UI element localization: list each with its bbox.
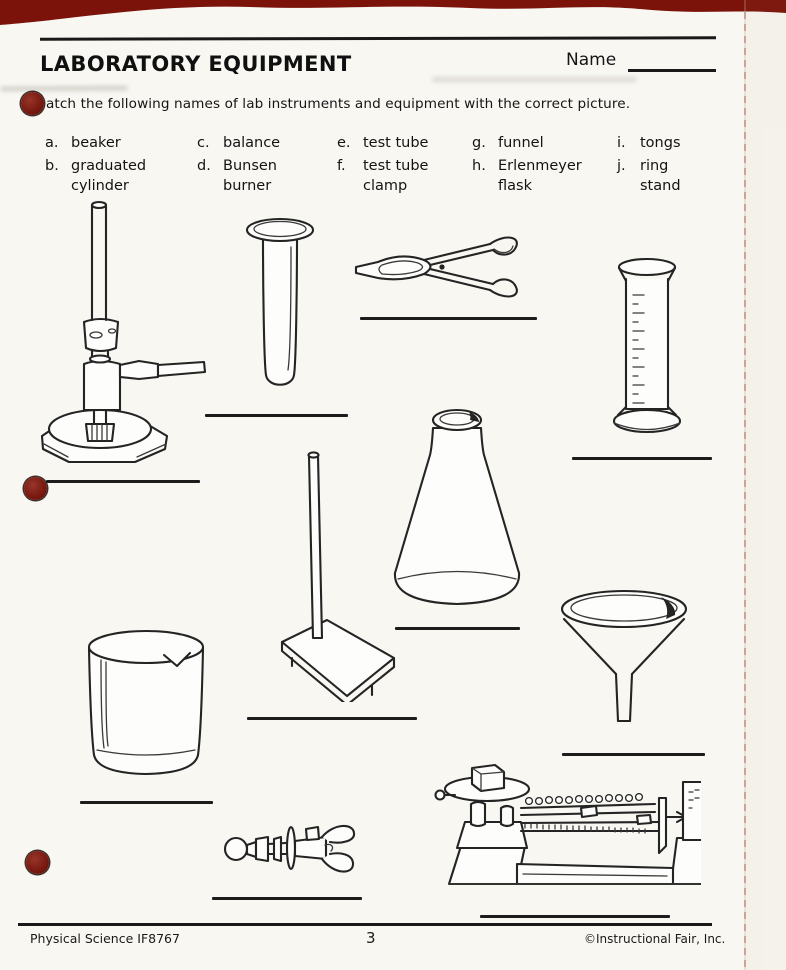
word-label: graduated cylinder <box>71 158 147 194</box>
ring-stand-figure <box>268 446 420 706</box>
word-item-h <box>472 156 586 196</box>
graduated-cylinder-icon <box>609 255 685 445</box>
footer-page-number: 3 <box>366 929 376 947</box>
balance-icon <box>427 760 701 892</box>
word-label: Erlenmeyer flask <box>498 158 582 194</box>
word-letter: j. <box>617 158 626 174</box>
footer-rule <box>18 923 712 926</box>
word-item-c <box>197 133 303 153</box>
word-letter: g. <box>472 135 486 151</box>
scan-edge-band <box>0 0 786 30</box>
funnel-figure <box>558 588 692 734</box>
funnel-icon <box>558 588 692 730</box>
word-label: test tube <box>363 135 429 151</box>
hole-punch-dot <box>26 851 49 874</box>
balance-figure <box>427 760 701 896</box>
graduated-cylinder-figure <box>609 255 685 449</box>
word-item-f <box>337 156 433 196</box>
answer-blank-beaker[interactable] <box>80 801 213 804</box>
word-label: ring stand <box>640 158 681 194</box>
beaker-figure <box>84 628 208 782</box>
word-item-j <box>617 156 684 196</box>
test-tube-figure <box>243 217 317 413</box>
word-item-i <box>617 133 700 153</box>
word-item-a <box>45 133 161 153</box>
tongs-icon <box>222 816 356 880</box>
word-label: balance <box>223 135 281 151</box>
bunsen-burner-figure <box>38 198 208 470</box>
word-letter: i. <box>617 135 626 151</box>
word-item-d <box>197 156 285 196</box>
answer-blank-funnel[interactable] <box>562 753 705 756</box>
header-rule <box>40 36 716 40</box>
word-label: Bunsen burner <box>223 158 277 194</box>
word-letter: f. <box>337 158 346 174</box>
hole-punch-dot <box>24 477 47 500</box>
word-item-e <box>337 133 443 153</box>
instruction-text: atch the following names of lab instruments and equipment with the correct picture. <box>46 96 631 112</box>
beaker-icon <box>84 628 208 778</box>
test-tube-icon <box>243 217 317 409</box>
name-blank-line[interactable] <box>628 69 716 72</box>
word-letter: e. <box>337 135 351 151</box>
word-item-g <box>472 133 588 153</box>
footer-copyright: ©Instructional Fair, Inc. <box>584 932 726 946</box>
ring-stand-icon <box>268 446 420 702</box>
word-letter: h. <box>472 158 486 174</box>
page-edge-shade <box>746 0 786 970</box>
scan-smudge <box>432 77 637 82</box>
answer-blank-graduated-cylinder[interactable] <box>572 457 712 460</box>
answer-blank-test-tube-clamp[interactable] <box>360 317 537 320</box>
word-letter: d. <box>197 158 211 174</box>
word-item-b <box>45 156 153 196</box>
word-label: test tube clamp <box>363 158 429 194</box>
word-letter: b. <box>45 158 59 174</box>
word-letter: c. <box>197 135 210 151</box>
answer-blank-balance[interactable] <box>480 915 670 918</box>
name-label: Name <box>566 50 617 70</box>
word-label: funnel <box>498 135 544 151</box>
word-letter: a. <box>45 135 59 151</box>
answer-blank-test-tube[interactable] <box>205 414 348 417</box>
bunsen-burner-icon <box>38 198 208 466</box>
answer-blank-tongs[interactable] <box>212 897 362 900</box>
test-tube-clamp-figure <box>352 233 540 307</box>
page-title: LABORATORY EQUIPMENT <box>40 52 352 76</box>
hole-punch-dot <box>21 92 44 115</box>
answer-blank-bunsen-burner[interactable] <box>46 480 200 483</box>
scan-smudge <box>0 86 128 92</box>
answer-blank-ring-stand[interactable] <box>247 717 417 720</box>
test-tube-clamp-icon <box>352 233 540 303</box>
word-label: tongs <box>640 135 681 151</box>
tongs-figure <box>222 816 356 884</box>
word-label: beaker <box>71 135 121 151</box>
footer-series: Physical Science IF8767 <box>30 931 180 946</box>
